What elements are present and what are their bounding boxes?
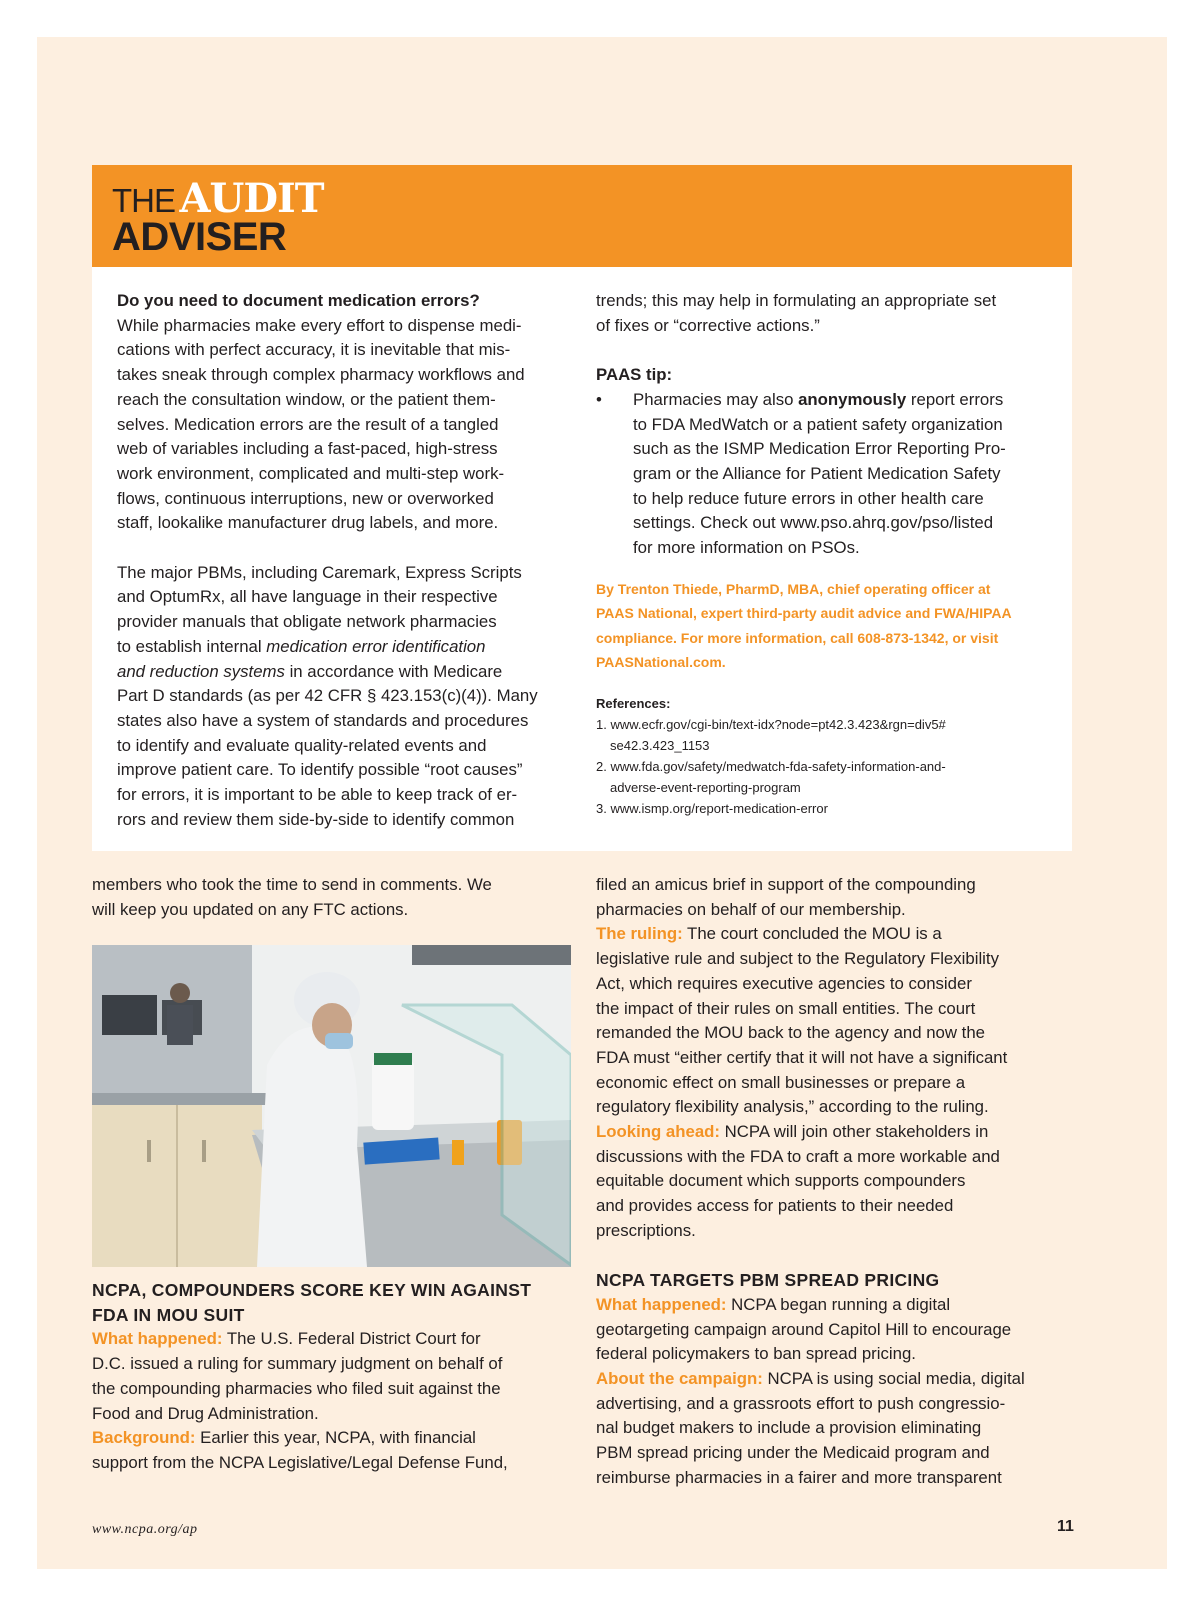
box-paragraph-1: While pharmacies make every effort to dispense medi- cations with perfect accuracy, it is inevitable that mis- takes sneak through complex pharmacy workflows and reach the consultation window, or the patient them- selves. Medication errors are the result of a tangled web of variables including a fast-paced, high-stress work environment, complicated and multi-step work- flows, continuous interruptions, new or overworked staff, lookalike manufacturer drug labels, and more.	[117, 315, 525, 533]
reference-item: 2. www.fda.gov/safety/medwatch-fda-safety-information-and- adverse-event-reporting-program	[596, 758, 946, 795]
references	[596, 693, 1054, 819]
paas-tip-text	[633, 388, 1006, 561]
banner-audit: AUDIT	[179, 175, 324, 222]
section-banner	[92, 165, 1072, 267]
amicus-paragraph: filed an amicus brief in support of the compounding pharmacies on behalf of our membership.	[596, 875, 976, 919]
box-right-paragraph: trends; this may help in formulating an appropriate set of fixes or “corrective actions.”	[596, 291, 997, 335]
bullet-marker: •	[596, 389, 602, 409]
footer-url: www.ncpa.org/ap	[92, 1522, 198, 1537]
what-happened-2-paragraph	[596, 1293, 1076, 1367]
lab-photo-illustration	[92, 945, 571, 1267]
banner-adviser: ADVISER	[112, 215, 287, 259]
box-paragraph-2	[117, 561, 577, 833]
background-text: Earlier this year, NCPA, with financial support from the NCPA Legislative/Legal Defense Fund,	[92, 1428, 508, 1472]
box-p2-text-b: in accordance with Medicare Part D standards (as per 42 CFR § 423.153(c)(4)). Many states also have a system of standards and procedures to identify and evaluate quality-related events and improve patient care. To identify possible “root causes” for errors, it is important to be able to keep track of er- rors and review them side-by-side to identify common	[117, 661, 538, 829]
looking-ahead-paragraph	[596, 1120, 1076, 1244]
banner-the: THE	[112, 182, 175, 219]
bottom-left-column	[92, 873, 572, 922]
paas-tip-heading: PAAS tip:	[596, 365, 673, 385]
box-p2-text-a: The major PBMs, including Caremark, Express Scripts and OptumRx, all have language in their respective provider manuals that obligate network pharmacies to establish internal	[117, 562, 522, 656]
references-heading: References:	[596, 695, 671, 711]
paas-tip-bullet	[596, 388, 1054, 561]
ruling-paragraph	[596, 922, 1076, 1120]
page-number: 11	[1057, 1518, 1074, 1535]
campaign-paragraph	[596, 1367, 1076, 1491]
lab-photo	[92, 945, 571, 1267]
reference-item: 1. www.ecfr.gov/cgi-bin/text-idx?node=pt42.3.423&rgn=div5# se42.3.423_1153	[596, 716, 946, 753]
bottom-right-column	[596, 873, 1076, 1491]
article-heading-spread-pricing: NCPA TARGETS PBM SPREAD PRICING	[596, 1270, 940, 1291]
tip-bold: anonymously	[798, 389, 907, 409]
campaign-text: NCPA is using social media, digital advertising, and a grassroots effort to push congressio- nal budget makers to include a provision eliminating PBM spread pricing under the Medicaid program and reimburse pharmacies in a fairer and more transparent	[596, 1369, 1025, 1487]
ruling-text: The court concluded the MOU is a legislative rule and subject to the Regulatory Flexibility Act, which requires executive agencies to consider the impact of their rules on small entities. The court remanded the MOU back to the agency and now the FDA must “either certify that it will not have a significant economic effect on small businesses or prepare a regulatory flexibility analysis,” according to the ruling.	[596, 924, 1008, 1117]
box-left-column	[117, 289, 577, 832]
looking-ahead-text: NCPA will join other stakeholders in discussions with the FDA to craft a more workable and equitable document which supports compounders and provides access for patients to their needed prescriptions.	[596, 1122, 1000, 1240]
tip-text-b: report errors to FDA MedWatch or a patient safety organization such as the ISMP Medication Error Reporting Pro- gram or the Alliance for Patient Medication Safety to help reduce future errors in other health care settings. Check out www.pso.ahrq.gov/pso/listed for more information on PSOs.	[633, 389, 1006, 558]
bottom-left-article	[92, 1278, 572, 1476]
background-label: Background:	[92, 1428, 196, 1448]
ruling-label: The ruling:	[596, 924, 683, 944]
what-happened-label: What happened:	[92, 1329, 223, 1349]
box-p2-italic: medication error identification and reduction systems	[117, 636, 486, 681]
what-happened-2-label: What happened:	[596, 1294, 727, 1314]
campaign-label: About the campaign:	[596, 1369, 763, 1389]
box-question: Do you need to document medication errors?	[117, 291, 480, 310]
article-heading-mou: NCPA, COMPOUNDERS SCORE KEY WIN AGAINST FDA IN MOU SUIT	[92, 1280, 532, 1325]
background-paragraph	[92, 1426, 572, 1475]
what-happened-text: The U.S. Federal District Court for D.C. issued a ruling for summary judgment on behalf of the compounding pharmacies who filed suit against the Food and Drug Administration.	[92, 1329, 503, 1423]
tip-text-a: Pharmacies may also	[633, 389, 799, 409]
looking-ahead-label: Looking ahead:	[596, 1122, 720, 1142]
author-byline: By Trenton Thiede, PharmD, MBA, chief operating officer at PAAS National, expert third-party audit advice and FWA/HIPAA compliance. For more information, call 608-873-1342, or visit PAASNational.com.	[596, 580, 1012, 671]
what-happened-2-text: NCPA began running a digital geotargeting campaign around Capitol Hill to encourage federal policymakers to ban spread pricing.	[596, 1294, 1012, 1364]
what-happened-paragraph	[92, 1327, 572, 1426]
intro-paragraph: members who took the time to send in comments. We will keep you updated on any FTC actions.	[92, 875, 492, 919]
box-right-column	[596, 289, 1054, 819]
reference-item: 3. www.ismp.org/report-medication-error	[596, 800, 828, 816]
